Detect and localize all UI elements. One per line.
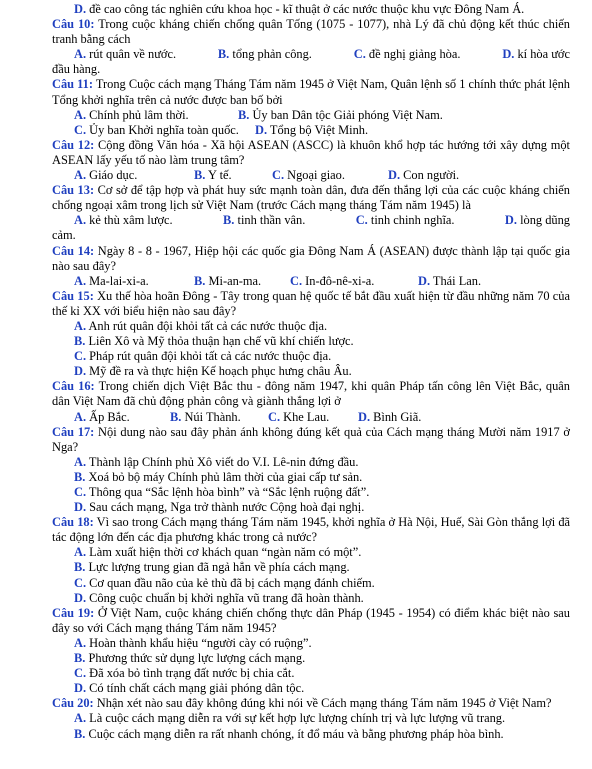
q15-option-b: B. Liên Xô và Mỹ thỏa thuận hạn chế vũ khí chiến lược.: [74, 334, 354, 349]
q12-option-a: A. Giáo dục.: [74, 168, 138, 183]
q19-option-a: A. Hoàn thành khẩu hiệu “người cày có ruộng”.: [74, 635, 312, 650]
q20-option-a: A. Là cuộc cách mạng diễn ra với sự kết hợp lực lượng chính trị và lực lượng vũ trang.: [74, 711, 506, 726]
question-19: Câu 19: Ở Việt Nam, cuộc kháng chiến chống thực dân Pháp (1945 - 1954) có điểm khác biệt nào sau đây so với Cách mạng tháng Tám năm 1945?: [52, 605, 570, 635]
question-11: Câu 11: Trong Cuộc cách mạng Tháng Tám năm 1945 ở Việt Nam, Quân lệnh số 1 chính thức phát lệnh Tổng khởi nghĩa trên cả nước được ban bố bởi: [52, 77, 570, 107]
q11-option-d: D. Tổng bộ Việt Minh.: [255, 122, 369, 137]
q18-option-d: D. Công cuộc chuẩn bị khởi nghĩa vũ trang đã hoàn thành.: [74, 590, 364, 605]
q16-option-d: D. Bình Giã.: [358, 409, 422, 424]
q15-option-d: D. Mỹ đề ra và thực hiện Kế hoạch phục hưng châu Âu.: [74, 364, 352, 379]
q19-option-d: D. Có tính chất cách mạng giải phóng dân tộc.: [74, 681, 305, 696]
q13-option-c: C. tinh chinh nghĩa.: [355, 213, 455, 228]
q16-option-a: A. Ấp Bắc.: [74, 409, 130, 424]
q13-option-d: D. lòng dũng: [504, 213, 570, 228]
q18-option-b: B. Lực lượng trung gian đã ngả hẳn về phía cách mạng.: [74, 560, 350, 575]
q14-option-d: D. Thái Lan.: [418, 273, 482, 288]
q19-option-b: B. Phương thức sử dụng lực lượng cách mạng.: [74, 651, 306, 666]
q19-option-c: C. Đã xóa bỏ tình trạng đất nước bị chia cắt.: [74, 666, 295, 681]
question-10: Câu 10: Trong cuộc kháng chiến chống quân Tống (1075 - 1077), nhà Lý đã chủ động kết thúc chiến tranh bằng cách: [52, 17, 571, 47]
question-14: Câu 14: Ngày 8 - 8 - 1967, Hiệp hội các quốc gia Đông Nam Á (ASEAN) được thành lập tại quốc gia nào sau đây?: [52, 243, 570, 273]
q10-option-d-continued: đầu hàng.: [52, 62, 101, 77]
q11-options-ab: [52, 108, 570, 123]
q9-option-d: D. đề cao công tác nghiên cứu khoa học - kĩ thuật ở các nước thuộc khu vực Đông Nam Á.: [74, 2, 525, 16]
q14-options: [52, 274, 570, 289]
q10-option-b: B. tổng phản công.: [217, 47, 312, 62]
q14-option-b: B. Mi-an-ma.: [194, 273, 262, 288]
question-20: Câu 20: Nhận xét nào sau đây không đúng khi nói về Cách mạng tháng Tám năm 1945 ở Việt Nam?: [52, 696, 552, 711]
q17-option-d: D. Sau cách mạng, Nga trở thành nước Cộng hoà đại nghị.: [74, 500, 365, 515]
q16-option-b: B. Núi Thành.: [170, 409, 241, 424]
q11-option-c: C. Ủy ban Khởi nghĩa toàn quốc.: [74, 122, 239, 137]
q13-options: [52, 213, 570, 228]
q18-option-a: A. Làm xuất hiện thời cơ khách quan “ngàn năm có một”.: [74, 545, 362, 560]
q10-options: [52, 47, 570, 62]
q11-option-b: B. Ủy ban Dân tộc Giải phóng Việt Nam.: [238, 107, 443, 122]
q10-option-c: C. đề nghị giảng hòa.: [353, 47, 461, 62]
q10-option-a: A. rút quân về nước.: [74, 47, 177, 62]
q16-options: [52, 410, 570, 425]
q10-option-d: D. kí hòa ước: [502, 47, 570, 62]
question-18: Câu 18: Vì sao trong Cách mạng tháng Tám năm 1945, khởi nghĩa ở Hà Nội, Huế, Sài Gòn thắng lợi đã tác động lớn đến các địa phương khác trong cả nước?: [52, 515, 571, 545]
q13-option-d-continued: cảm.: [52, 228, 76, 243]
question-16: Câu 16: Trong chiến dịch Việt Bắc thu - đông năm 1947, khi quân Pháp tấn công lên Việt Bắc, quân dân Việt Nam đã chủ động phản công và giành thắng lợi ở: [52, 379, 571, 409]
q12-option-b: B. Y tế.: [194, 168, 232, 183]
q17-option-a: A. Thành lập Chính phủ Xô viết do V.I. Lê-nin đứng đầu.: [74, 454, 359, 469]
q18-option-c: C. Cơ quan đầu não của kẻ thù đã bị cách mạng đánh chiếm.: [74, 575, 375, 590]
q12-options: [52, 168, 570, 183]
q12-option-d: D. Con người.: [388, 168, 460, 183]
question-12: Câu 12: Cộng đồng Văn hóa - Xã hội ASEAN (ASCC) là khuôn khổ hợp tác hướng tới xây dựng một ASEAN lấy yếu tố nào làm trung tâm?: [52, 137, 570, 167]
q16-option-c: C. Khe Lau.: [268, 409, 330, 424]
q13-option-b: B. tinh thần vân.: [223, 213, 306, 228]
q13-option-a: A. kẻ thù xâm lược.: [74, 213, 173, 228]
q15-option-c: C. Pháp rút quân đội khỏi tất cả các nước thuộc địa.: [74, 349, 332, 364]
q17-option-c: C. Thông qua “Sắc lệnh hòa bình” và “Sắc lệnh ruộng đất”.: [74, 485, 370, 499]
q17-option-b: B. Xoá bỏ bộ máy Chính phủ lâm thời của giai cấp tư sản.: [74, 469, 363, 484]
q12-option-c: C. Ngoại giao.: [272, 168, 345, 183]
question-13: Câu 13: Cơ sở để tập hợp và phát huy sức mạnh toàn dân, đưa đến thắng lợi của các cuộc kháng chiến chống ngoại xâm trong lịch sử Việt Nam (trước Cách mạng tháng Tám năm 1945) là: [52, 183, 570, 213]
q14-option-a: A. Ma-lai-xi-a.: [74, 273, 149, 288]
q11-option-a: A. Chính phủ lâm thời.: [74, 107, 189, 122]
q15-option-a: A. Anh rút quân đội khỏi tất cả các nước thuộc địa.: [74, 318, 328, 333]
q11-options-cd: [52, 123, 570, 138]
question-15: Câu 15: Xu thế hòa hoãn Đông - Tây trong quan hệ quốc tế bắt đầu xuất hiện từ đầu những năm 70 của thế kỉ XX với biểu hiện nào sau đây?: [52, 288, 570, 318]
q14-option-c: C. In-đô-nê-xi-a.: [290, 273, 375, 288]
question-17: Câu 17: Nội dung nào sau đây phản ánh không đúng kết quả của Cách mạng tháng Mười năm 1917 ở Nga?: [52, 424, 570, 454]
q20-option-b: B. Cuộc cách mạng diễn ra rất nhanh chóng, ít đổ máu và bằng phương pháp hòa bình.: [74, 726, 504, 741]
